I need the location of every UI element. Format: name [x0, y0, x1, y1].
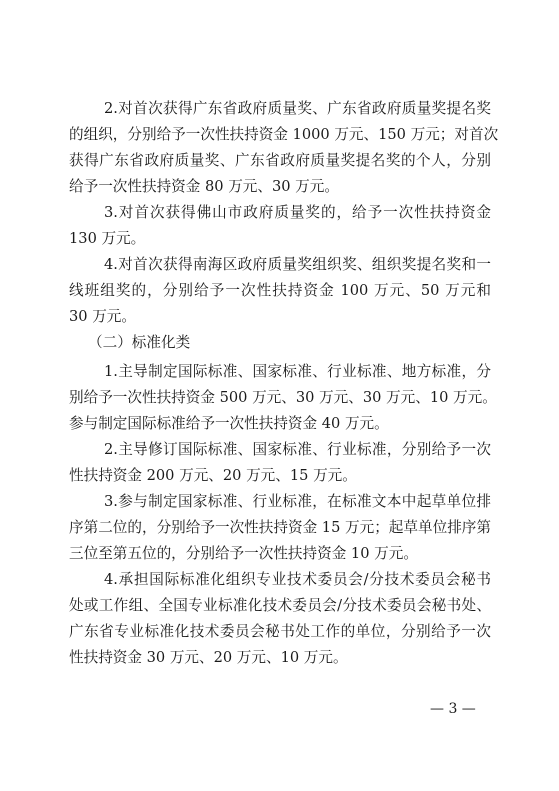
text-line: 获得广东省政府质量奖、广东省政府质量奖提名奖的个人，分别 — [69, 152, 491, 169]
text-line: 三位至第五位的，分别给予一次性扶持资金 10 万元。 — [69, 545, 418, 562]
text-line: 2.对首次获得广东省政府质量奖、广东省政府质量奖提名奖 — [104, 100, 491, 117]
text-line: 2.主导修订国际标准、国家标准、行业标准，分别给予一次 — [104, 441, 491, 458]
text-line: 3.对首次获得佛山市政府质量奖的，给予一次性扶持资金 — [104, 204, 491, 221]
text-line: 3.参与制定国家标准、行业标准，在标准文本中起草单位排 — [104, 493, 491, 510]
text-line: 的组织，分别给予一次性扶持资金 1000 万元、150 万元；对首次 — [69, 126, 499, 143]
text-line: 序第二位的，分别给予一次性扶持资金 15 万元；起草单位排序第 — [69, 519, 491, 536]
text-line: 性扶持资金 200 万元、20 万元、15 万元。 — [69, 467, 357, 484]
text-line: 性扶持资金 30 万元、20 万元、10 万元。 — [69, 649, 348, 666]
section-heading: （二）标准化类 — [88, 334, 191, 351]
text-line: 130 万元。 — [69, 230, 146, 247]
text-line: 线班组奖的，分别给予一次性扶持资金 100 万元、50 万元和 — [69, 282, 491, 299]
text-line: 1.主导制定国际标准、国家标准、行业标准、地方标准，分 — [104, 363, 491, 380]
text-line: 给予一次性扶持资金 80 万元、30 万元。 — [69, 178, 339, 195]
text-line: 30 万元。 — [69, 308, 136, 325]
text-line: 别给予一次性扶持资金 500 万元、30 万元、30 万元、10 万元。 — [69, 389, 497, 406]
text-line: 4.对首次获得南海区政府质量奖组织奖、组织奖提名奖和一 — [104, 256, 491, 273]
text-line: 参与制定国际标准给予一次性扶持资金 40 万元。 — [69, 415, 389, 432]
text-line: 处或工作组、全国专业标准化技术委员会/分技术委员会秘书处、 — [69, 597, 491, 614]
text-line: 广东省专业标准化技术委员会秘书处工作的单位，分别给予一次 — [69, 623, 491, 640]
page-number: — 3 — — [430, 701, 476, 717]
text-line: 4.承担国际标准化组织专业技术委员会/分技术委员会秘书 — [104, 571, 491, 588]
